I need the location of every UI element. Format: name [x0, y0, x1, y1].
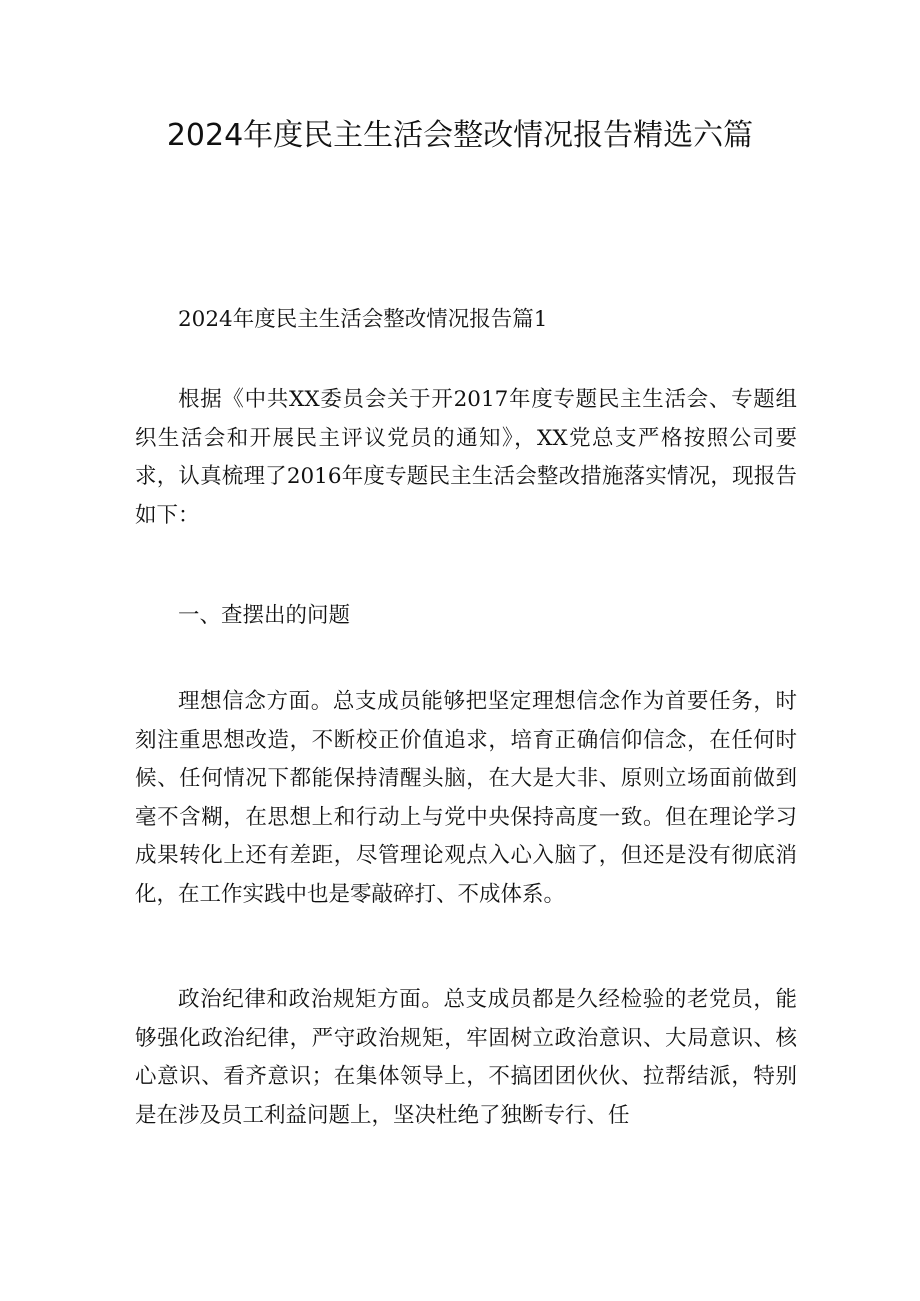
body-paragraph: 理想信念方面。总支成员能够把坚定理想信念作为首要任务，时刻注重思想改造，不断校正价值追求，培育正确信仰信念，在任何时候、任何情况下都能保持清醒头脑，在大是大非、原则立场面前做到毫不含糊，在思想上和行动上与党中央保持高度一致。但在理论学习成果转化上还有差距，尽管理论观点入心入脑了，但还是没有彻底消化，在工作实践中也是零敲碎打、不成体系。	[135, 689, 797, 907]
document-title: 2024年度民主生活会整改情况报告精选六篇	[166, 118, 754, 153]
intro-paragraph: 根据《中共XX委员会关于开2017年度专题民主生活会、专题组织生活会和开展民主评议党员的通知》，XX党总支严格按照公司要求，认真梳理了2016年度专题民主生活会整改措施落实情况，现报告如下：	[135, 387, 797, 528]
section-heading: 一、查摆出的问题	[178, 603, 351, 628]
body-paragraph: 政治纪律和政治规矩方面。总支成员都是久经检验的老党员，能够强化政治纪律，严守政治规矩，牢固树立政治意识、大局意识、核心意识、看齐意识；在集体领导上，不搞团团伙伙、拉帮结派，特别是在涉及员工利益问题上，坚决杜绝了独断专行、任	[135, 987, 797, 1128]
section-subtitle: 2024年度民主生活会整改情况报告篇1	[178, 307, 548, 332]
